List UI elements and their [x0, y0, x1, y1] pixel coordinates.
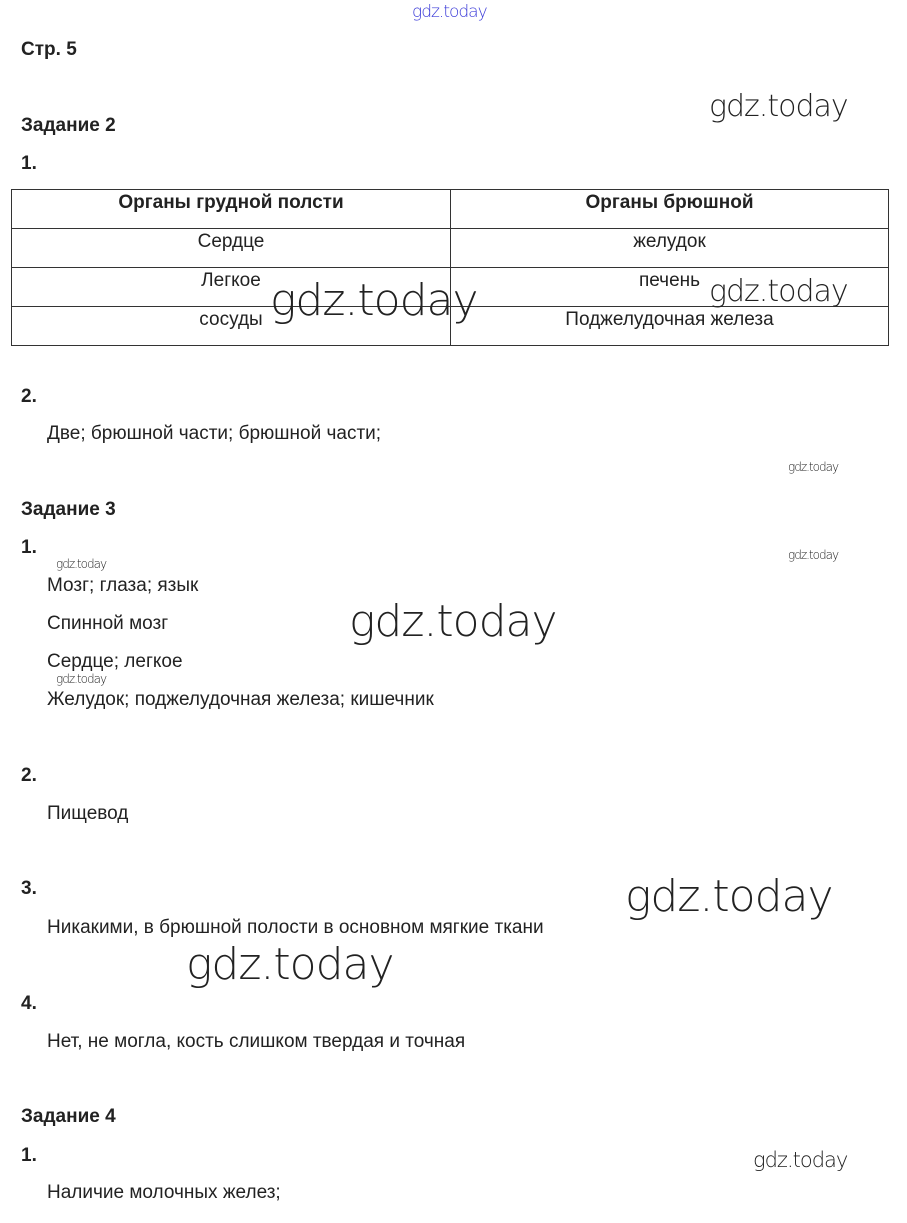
- question-number: 3.: [21, 878, 37, 899]
- table-cell: Сердце: [12, 229, 451, 268]
- question-number: 1.: [21, 153, 37, 174]
- answer-text: Нет, не могла, кость слишком твердая и точная: [47, 1031, 466, 1052]
- question-number: 1.: [21, 1145, 37, 1166]
- answer-text: Никакими, в брюшной полости в основном мягкие ткани: [47, 917, 544, 938]
- watermark: gdz.today: [56, 557, 107, 571]
- watermark: gdz.today: [412, 2, 487, 22]
- watermark: gdz.today: [625, 871, 833, 922]
- task-4-title: Задание 4: [21, 1106, 116, 1127]
- table-row: [12, 229, 889, 268]
- question-number: 2.: [21, 386, 37, 407]
- table-cell: Поджелудочная железа: [451, 307, 889, 346]
- task-2-title: Задание 2: [21, 115, 116, 136]
- watermark: gdz.today: [186, 939, 394, 990]
- watermark: gdz.today: [709, 274, 848, 309]
- table-cell: печень: [451, 268, 889, 307]
- table-cell: Легкое: [12, 268, 451, 307]
- answer-text: Желудок; поджелудочная железа; кишечник: [47, 689, 434, 710]
- question-number: 4.: [21, 993, 37, 1014]
- answer-text: Сердце; легкое: [47, 651, 183, 672]
- table-header: Органы грудной полсти: [12, 190, 451, 229]
- watermark: gdz.today: [709, 89, 848, 124]
- table-header-row: [12, 190, 889, 229]
- page-label: Стр. 5: [21, 39, 77, 60]
- watermark: gdz.today: [349, 596, 557, 647]
- answer-text: Спинной мозг: [47, 613, 169, 634]
- watermark: gdz.today: [270, 275, 478, 326]
- task-3-title: Задание 3: [21, 499, 116, 520]
- watermark: gdz.today: [56, 672, 107, 686]
- answer-text: Пищевод: [47, 803, 129, 824]
- table-cell: сосуды: [12, 307, 451, 346]
- question-number: 1.: [21, 537, 37, 558]
- answer-text: Мозг; глаза; язык: [47, 575, 199, 596]
- answer-text: Наличие молочных желез;: [47, 1182, 281, 1203]
- answer-text: Две; брюшной части; брюшной части;: [47, 423, 382, 444]
- table-header: Органы брюшной: [451, 190, 889, 229]
- watermark: gdz.today: [788, 548, 839, 562]
- question-number: 2.: [21, 765, 37, 786]
- watermark: gdz.today: [788, 460, 839, 474]
- watermark: gdz.today: [753, 1148, 848, 1172]
- table-cell: желудок: [451, 229, 889, 268]
